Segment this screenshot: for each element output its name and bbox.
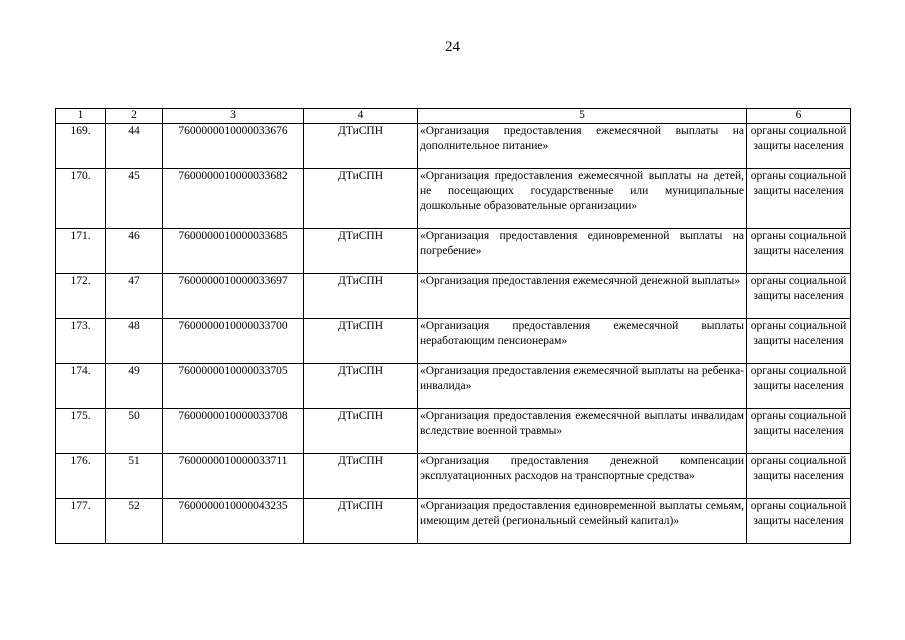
- table-row: [56, 229, 851, 274]
- row-index: 46: [106, 229, 163, 274]
- table-row: [56, 124, 851, 169]
- department: ДТиСПН: [304, 499, 418, 544]
- row-index: 52: [106, 499, 163, 544]
- service-description: «Организация предоставления ежемесячной выплаты неработающим пенсионерам»: [418, 319, 747, 364]
- column-header: 1: [56, 109, 106, 124]
- row-number: 169.: [56, 124, 106, 169]
- column-header: 6: [747, 109, 851, 124]
- service-description: «Организация предоставления ежемесячной выплаты на ребенка-инвалида»: [418, 364, 747, 409]
- row-index: 47: [106, 274, 163, 319]
- row-number: 177.: [56, 499, 106, 544]
- table-row: [56, 169, 851, 229]
- row-number: 173.: [56, 319, 106, 364]
- table-header-row: [56, 109, 851, 124]
- row-number: 170.: [56, 169, 106, 229]
- service-description: «Организация предоставления ежемесячной денежной выплаты»: [418, 274, 747, 319]
- department: ДТиСПН: [304, 124, 418, 169]
- service-code: 7600000010000033697: [163, 274, 304, 319]
- table-row: [56, 364, 851, 409]
- row-index: 48: [106, 319, 163, 364]
- services-table: [55, 108, 851, 544]
- service-description: «Организация предоставления единовременной выплаты семьям, имеющим детей (региональный семейный капитал)»: [418, 499, 747, 544]
- row-index: 44: [106, 124, 163, 169]
- responsible-body: органы социальной защиты населения: [747, 364, 851, 409]
- responsible-body: органы социальной защиты населения: [747, 499, 851, 544]
- service-description: «Организация предоставления денежной компенсации эксплуатационных расходов на транспортные средства»: [418, 454, 747, 499]
- service-code: 7600000010000033685: [163, 229, 304, 274]
- responsible-body: органы социальной защиты населения: [747, 274, 851, 319]
- row-index: 50: [106, 409, 163, 454]
- department: ДТиСПН: [304, 319, 418, 364]
- row-index: 49: [106, 364, 163, 409]
- service-code: 7600000010000033708: [163, 409, 304, 454]
- row-number: 175.: [56, 409, 106, 454]
- service-description: «Организация предоставления ежемесячной выплаты на дополнительное питание»: [418, 124, 747, 169]
- department: ДТиСПН: [304, 454, 418, 499]
- table-row: [56, 454, 851, 499]
- service-description: «Организация предоставления единовременной выплаты на погребение»: [418, 229, 747, 274]
- table-row: [56, 274, 851, 319]
- responsible-body: органы социальной защиты населения: [747, 454, 851, 499]
- responsible-body: органы социальной защиты населения: [747, 229, 851, 274]
- column-header: 4: [304, 109, 418, 124]
- service-description: «Организация предоставления ежемесячной выплаты инвалидам вследствие военной травмы»: [418, 409, 747, 454]
- department: ДТиСПН: [304, 409, 418, 454]
- table-row: [56, 409, 851, 454]
- service-description: «Организация предоставления ежемесячной выплаты на детей, не посещающих государственные или муниципальные дошкольные образовательные организации»: [418, 169, 747, 229]
- service-code: 7600000010000033700: [163, 319, 304, 364]
- responsible-body: органы социальной защиты населения: [747, 409, 851, 454]
- department: ДТиСПН: [304, 274, 418, 319]
- row-index: 45: [106, 169, 163, 229]
- row-number: 171.: [56, 229, 106, 274]
- column-header: 3: [163, 109, 304, 124]
- service-code: 7600000010000033705: [163, 364, 304, 409]
- service-code: 7600000010000033682: [163, 169, 304, 229]
- service-code: 7600000010000033711: [163, 454, 304, 499]
- row-number: 176.: [56, 454, 106, 499]
- row-index: 51: [106, 454, 163, 499]
- column-header: 2: [106, 109, 163, 124]
- service-code: 7600000010000033676: [163, 124, 304, 169]
- department: ДТиСПН: [304, 364, 418, 409]
- responsible-body: органы социальной защиты населения: [747, 319, 851, 364]
- responsible-body: органы социальной защиты населения: [747, 169, 851, 229]
- department: ДТиСПН: [304, 169, 418, 229]
- responsible-body: органы социальной защиты населения: [747, 124, 851, 169]
- row-number: 172.: [56, 274, 106, 319]
- column-header: 5: [418, 109, 747, 124]
- table-row: [56, 319, 851, 364]
- table-row: [56, 499, 851, 544]
- row-number: 174.: [56, 364, 106, 409]
- service-code: 7600000010000043235: [163, 499, 304, 544]
- department: ДТиСПН: [304, 229, 418, 274]
- page-number: 24: [445, 39, 460, 55]
